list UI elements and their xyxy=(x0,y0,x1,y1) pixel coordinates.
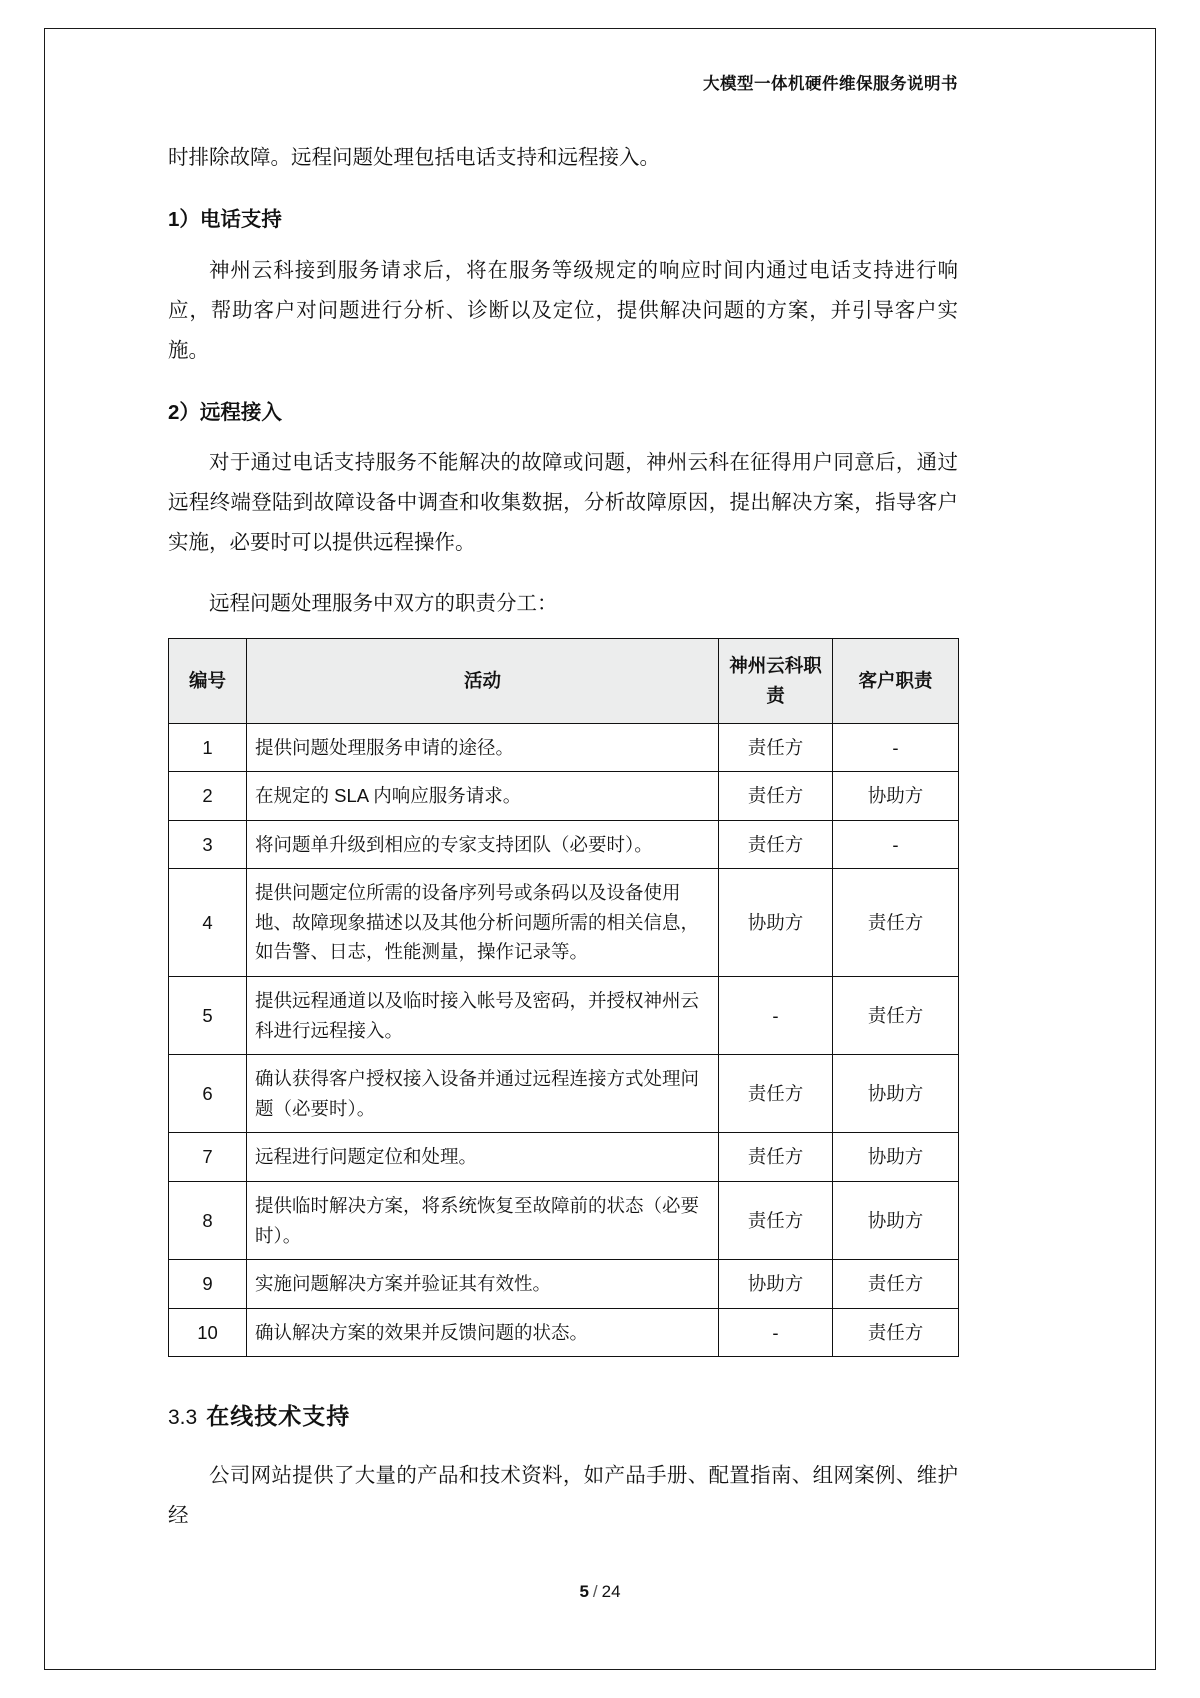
cell-customer: 协助方 xyxy=(833,1055,959,1133)
cell-activity: 在规定的 SLA 内响应服务请求。 xyxy=(247,772,719,821)
table-row xyxy=(169,1182,959,1260)
cell-activity: 确认解决方案的效果并反馈问题的状态。 xyxy=(247,1308,719,1357)
column-header-owner: 神州云科职责 xyxy=(719,639,833,723)
table-row xyxy=(169,1260,959,1309)
table-row xyxy=(169,869,959,977)
table-row xyxy=(169,723,959,772)
cell-no: 5 xyxy=(169,977,247,1055)
table-header-row xyxy=(169,639,959,723)
page-footer xyxy=(0,1582,1200,1602)
cell-activity: 实施问题解决方案并验证其有效性。 xyxy=(247,1260,719,1309)
paragraph-online-support: 公司网站提供了大量的产品和技术资料，如产品手册、配置指南、组网案例、维护经 xyxy=(168,1463,958,1527)
table-row xyxy=(169,1308,959,1357)
responsibility-table xyxy=(168,638,959,1357)
cell-customer: 责任方 xyxy=(833,977,959,1055)
cell-customer: 责任方 xyxy=(833,1308,959,1357)
heading-phone-support: 1）电话支持 xyxy=(168,207,282,231)
section-title: 在线技术支持 xyxy=(206,1403,351,1430)
cell-owner: - xyxy=(719,977,833,1055)
footer-current-page: 5 xyxy=(579,1582,589,1601)
footer-total-pages: 24 xyxy=(601,1582,621,1601)
cell-customer: 协助方 xyxy=(833,1133,959,1182)
section-heading-online-support xyxy=(168,1399,958,1434)
heading-remote-access: 2）远程接入 xyxy=(168,400,282,424)
cell-owner: 责任方 xyxy=(719,772,833,821)
footer-separator: / xyxy=(592,1582,598,1601)
table-row xyxy=(169,820,959,869)
column-header-activity: 活动 xyxy=(247,639,719,723)
cell-customer: 责任方 xyxy=(833,1260,959,1309)
cell-customer: 协助方 xyxy=(833,772,959,821)
cell-activity: 确认获得客户授权接入设备并通过远程连接方式处理问题（必要时）。 xyxy=(247,1055,719,1133)
cell-no: 2 xyxy=(169,772,247,821)
cell-activity: 提供临时解决方案，将系统恢复至故障前的状态（必要时）。 xyxy=(247,1182,719,1260)
cell-activity: 将问题单升级到相应的专家支持团队（必要时）。 xyxy=(247,820,719,869)
cell-activity: 远程进行问题定位和处理。 xyxy=(247,1133,719,1182)
cell-no: 6 xyxy=(169,1055,247,1133)
table-row xyxy=(169,1133,959,1182)
cell-customer: - xyxy=(833,820,959,869)
paragraph-phone-support: 神州云科接到服务请求后，将在服务等级规定的响应时间内通过电话支持进行响应，帮助客户对问题进行分析、诊断以及定位，提供解决问题的方案，并引导客户实施。 xyxy=(168,258,958,362)
table-row xyxy=(169,772,959,821)
column-header-no: 编号 xyxy=(169,639,247,723)
cell-activity: 提供远程通道以及临时接入帐号及密码，并授权神州云科进行远程接入。 xyxy=(247,977,719,1055)
page-content xyxy=(168,70,958,1546)
cell-no: 9 xyxy=(169,1260,247,1309)
cell-owner: 责任方 xyxy=(719,820,833,869)
cell-customer: - xyxy=(833,723,959,772)
document-header-title: 大模型一体机硬件维保服务说明书 xyxy=(703,75,958,93)
continued-paragraph: 时排除故障。远程问题处理包括电话支持和远程接入。 xyxy=(168,146,660,169)
cell-owner: 责任方 xyxy=(719,1055,833,1133)
cell-no: 3 xyxy=(169,820,247,869)
section-number: 3.3 xyxy=(168,1406,198,1430)
cell-no: 1 xyxy=(169,723,247,772)
cell-owner: 责任方 xyxy=(719,1133,833,1182)
cell-no: 8 xyxy=(169,1182,247,1260)
table-row xyxy=(169,977,959,1055)
cell-owner: 协助方 xyxy=(719,869,833,977)
cell-owner: 责任方 xyxy=(719,1182,833,1260)
cell-customer: 协助方 xyxy=(833,1182,959,1260)
cell-customer: 责任方 xyxy=(833,869,959,977)
cell-activity: 提供问题定位所需的设备序列号或条码以及设备使用地、故障现象描述以及其他分析问题所需的相关信息，如告警、日志，性能测量，操作记录等。 xyxy=(247,869,719,977)
cell-no: 10 xyxy=(169,1308,247,1357)
cell-no: 4 xyxy=(169,869,247,977)
cell-owner: 责任方 xyxy=(719,723,833,772)
table-row xyxy=(169,1055,959,1133)
cell-activity: 提供问题处理服务申请的途径。 xyxy=(247,723,719,772)
paragraph-remote-access: 对于通过电话支持服务不能解决的故障或问题，神州云科在征得用户同意后，通过远程终端登陆到故障设备中调查和收集数据，分析故障原因，提出解决方案，指导客户实施，必要时可以提供远程操作。 xyxy=(168,451,958,555)
cell-owner: 协助方 xyxy=(719,1260,833,1309)
column-header-customer: 客户职责 xyxy=(833,639,959,723)
cell-owner: - xyxy=(719,1308,833,1357)
table-caption: 远程问题处理服务中双方的职责分工： xyxy=(209,592,558,616)
cell-no: 7 xyxy=(169,1133,247,1182)
